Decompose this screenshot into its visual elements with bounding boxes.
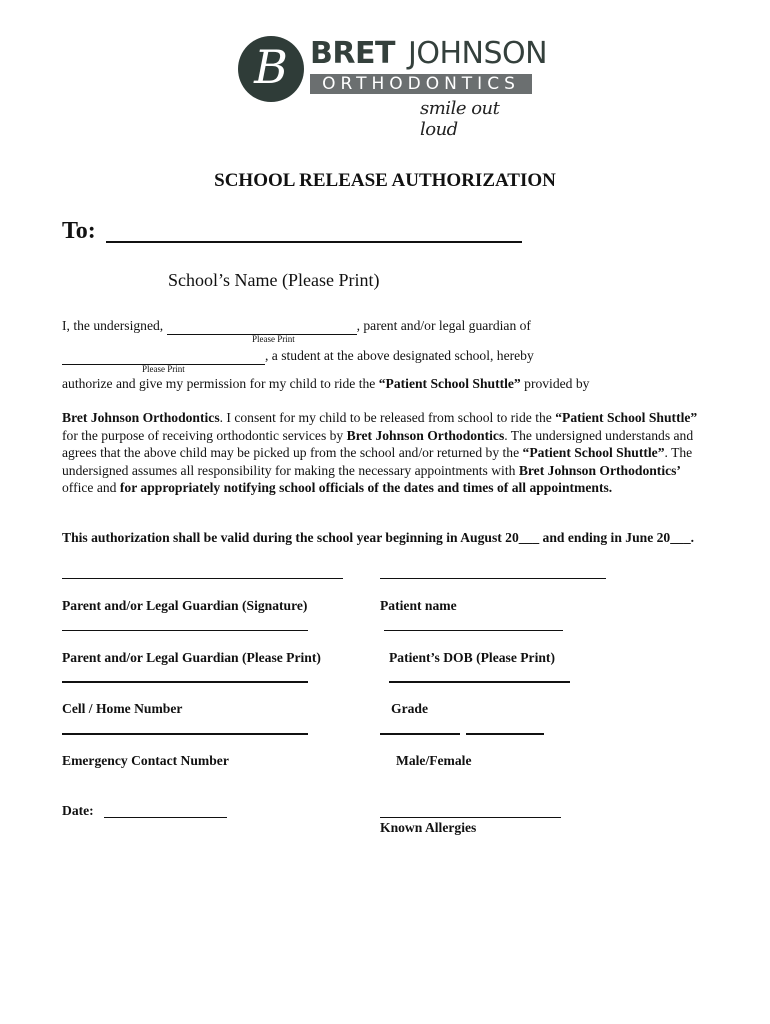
to-label: To: [62, 218, 96, 244]
grade-label: Grade [391, 701, 428, 716]
school-name-line[interactable] [106, 241, 522, 243]
permission-end: provided by [524, 376, 590, 391]
logo-monogram: B [254, 40, 288, 94]
male-female-label: Male/Female [396, 753, 472, 768]
permission-line [62, 376, 589, 392]
parent-print-label: Parent and/or Legal Guardian (Please Print) [62, 650, 321, 665]
consent-practice-2: Bret Johnson Orthodontics [346, 427, 505, 443]
consent-text-5: office and [62, 480, 117, 495]
patient-dob-label: Patient’s DOB (Please Print) [389, 650, 555, 665]
emergency-contact-line[interactable] [62, 733, 308, 735]
undersigned-line [62, 318, 531, 335]
consent-shuttle-2: “Patient School Shuttle” [522, 445, 665, 460]
parent-print-line[interactable] [62, 630, 308, 631]
cell-home-label: Cell / Home Number [62, 701, 183, 716]
undersigned-start: I, the undersigned, [62, 318, 164, 333]
please-print-caption-2: Please Print [142, 364, 185, 374]
emergency-contact-label: Emergency Contact Number [62, 753, 229, 768]
grade-line[interactable] [389, 681, 570, 683]
male-line[interactable] [380, 733, 460, 735]
known-allergies-line[interactable] [380, 805, 561, 818]
patient-name-label: Patient name [380, 598, 457, 613]
student-line [62, 348, 534, 365]
consent-text-1: . I consent for my child to be released from school to ride the [219, 410, 552, 425]
consent-notify: for appropriately notifying school officials of the dates and times of all appointments. [119, 480, 613, 495]
logo-subtitle-bar [310, 74, 532, 94]
validity-statement: This authorization shall be valid during the school year beginning in August 20___ and ending in June 20___. [62, 530, 695, 545]
date-line[interactable] [104, 805, 227, 818]
student-line-end: , a student at the above designated school, hereby [265, 348, 534, 363]
consent-text-4: . The undersigned assumes all responsibility for making the necessary appointments with [62, 445, 693, 478]
bret-johnson-logo [238, 36, 548, 140]
consent-shuttle-1: “Patient School Shuttle” [555, 410, 698, 425]
consent-text-3: . The undersigned understands and agrees that the above child may be picked up from the school and/or returned by the [62, 427, 694, 460]
form-title: SCHOOL RELEASE AUTHORIZATION [214, 170, 556, 191]
permission-shuttle: “Patient School Shuttle” [378, 376, 521, 391]
consent-text-2: for the purpose of receiving orthodontic services by [62, 427, 344, 443]
logo-monogram-circle [238, 36, 304, 102]
parent-signature-line[interactable] [62, 578, 343, 579]
patient-dob-line[interactable] [384, 630, 563, 631]
consent-paragraph [62, 409, 712, 497]
logo-subtitle: ORTHODONTICS [322, 74, 520, 94]
logo-name-bold: BRET [310, 36, 395, 71]
consent-practice-3: Bret Johnson Orthodontics’ [518, 462, 681, 478]
student-name-blank[interactable] [62, 348, 265, 365]
logo-name-regular: JOHNSON [408, 36, 548, 71]
please-print-caption-1: Please Print [252, 334, 295, 344]
guardian-name-blank[interactable] [167, 318, 357, 335]
undersigned-end: , parent and/or legal guardian of [356, 318, 531, 333]
parent-signature-label: Parent and/or Legal Guardian (Signature) [62, 598, 308, 613]
permission-start: authorize and give my permission for my child to ride the [62, 376, 376, 391]
known-allergies-label: Known Allergies [380, 820, 477, 835]
logo-tagline: smile out loud [420, 98, 500, 140]
consent-practice-1: Bret Johnson Orthodontics [62, 410, 220, 425]
date-label: Date: [62, 803, 94, 818]
patient-name-line[interactable] [380, 578, 606, 579]
school-name-caption: School’s Name (Please Print) [168, 270, 380, 290]
cell-home-line[interactable] [62, 681, 308, 683]
female-line[interactable] [466, 733, 544, 735]
